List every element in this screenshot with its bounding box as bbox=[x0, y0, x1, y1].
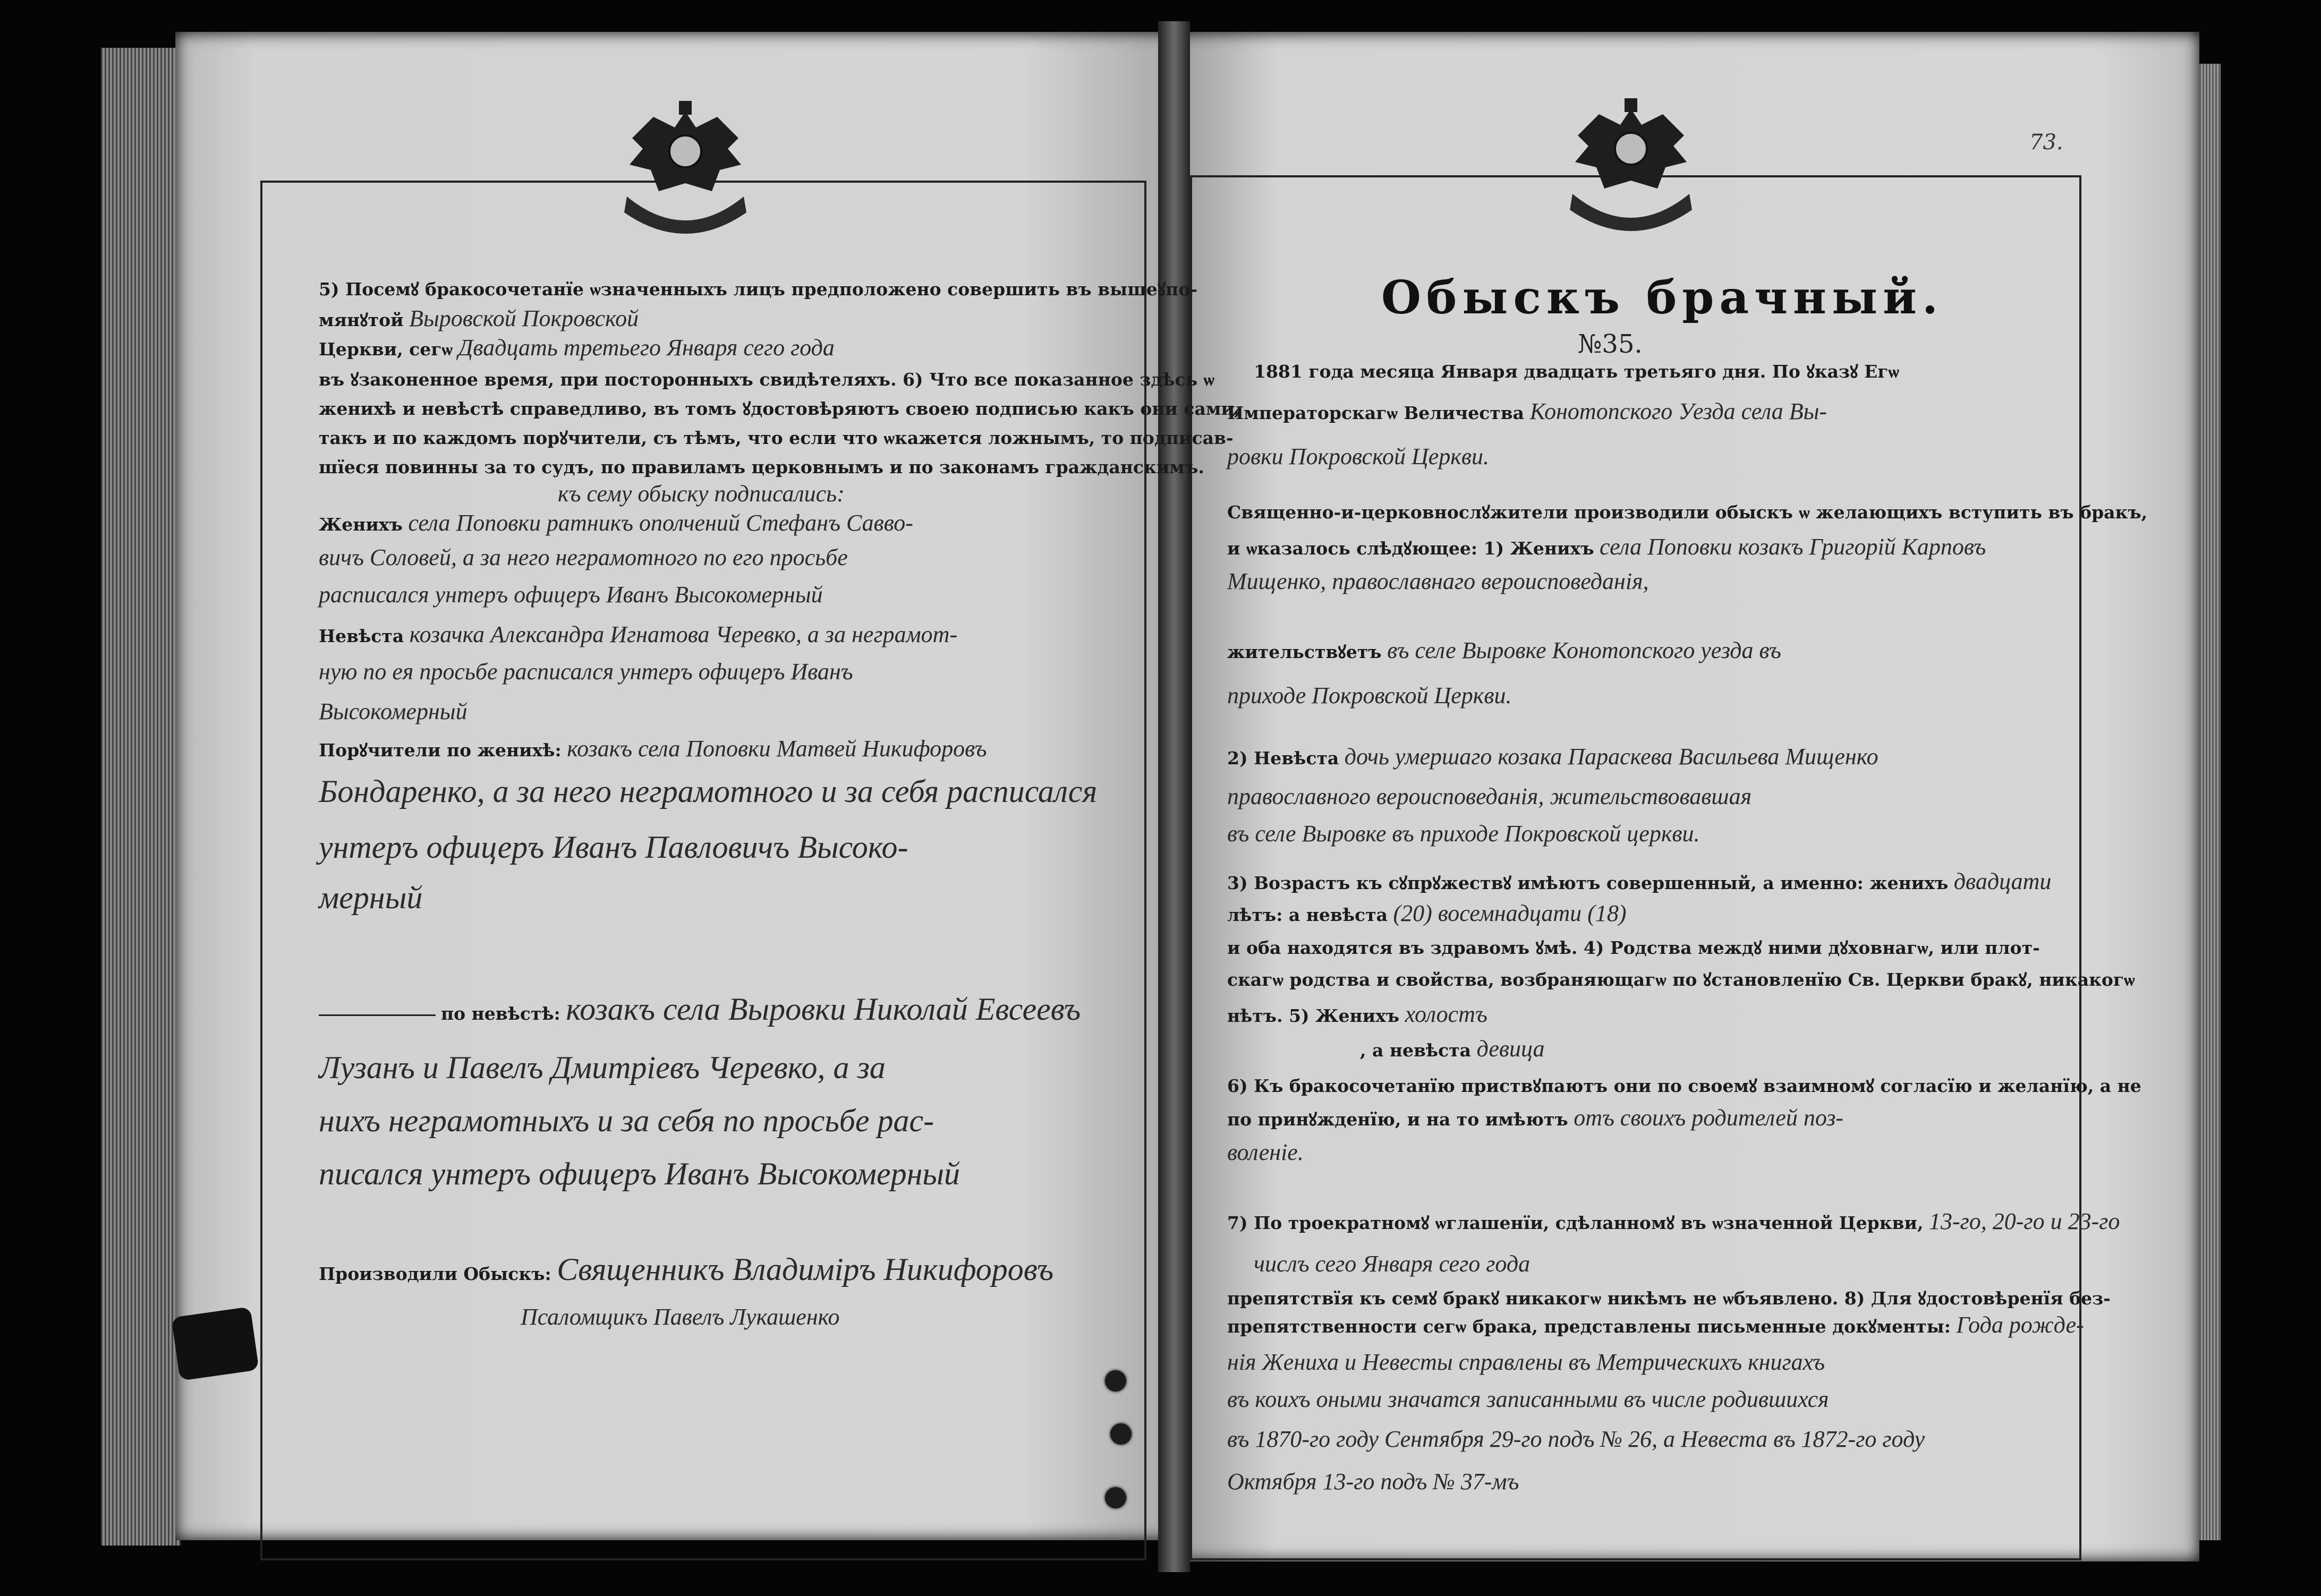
right-line-6: Мищенко, православнаго вероисповеданія, bbox=[1227, 568, 1649, 594]
page-number: 73. bbox=[2029, 130, 2063, 155]
right-line-25: нія Жениха и Невесты справлены въ Метрическихъ книгахъ bbox=[1227, 1349, 1825, 1375]
right-line-2: Императорскагѡ Величества Конотопского Уезда села Вы- bbox=[1227, 398, 1827, 424]
right-line-26: въ коихъ оными значатся записанными въ числе родившихся bbox=[1227, 1386, 1829, 1412]
left-line-4: въ ꙋзаконенное время, при посторонныхъ свидѣтеляхъ. 6) Что все показанное здѣсь ѡ bbox=[319, 369, 1215, 390]
groom-guarantors-line-4: мерный bbox=[319, 880, 423, 915]
right-line-1: 1881 года месяца Января двадцать третьяго дня. По ꙋказꙋ Егѡ bbox=[1254, 361, 1899, 382]
imperial-eagle-emblem-right bbox=[1551, 88, 1711, 247]
examiners-line-1: Производили Обыскъ: Священникъ Владиміръ Никифоровъ bbox=[319, 1252, 1054, 1287]
right-line-24: препятственности сегѡ брака, представлены письменные докꙋменты: Года рожде- bbox=[1227, 1312, 2084, 1338]
right-line-20: воленіе. bbox=[1227, 1139, 1304, 1165]
right-line-23: препятствїя къ семꙋ бракꙋ никакогѡ никѣмъ не ѡбъявлено. 8) Для ꙋдостовѣренїя без- bbox=[1227, 1288, 2111, 1309]
right-line-28: Октября 13-го подъ № 37-мъ bbox=[1227, 1469, 1519, 1495]
book-edge-right bbox=[2199, 64, 2221, 1540]
right-line-7: жительствꙋетъ въ селе Выровке Конотопского уезда въ bbox=[1227, 637, 1781, 663]
right-line-27: въ 1870-го году Сентября 29-го подъ № 26, а Невеста въ 1872-го году bbox=[1227, 1426, 1925, 1452]
right-line-9: 2) Невѣста дочь умершаго козака Параскева Васильева Мищенко bbox=[1227, 744, 1878, 770]
book-edge-left bbox=[101, 48, 181, 1546]
binding-hole-1 bbox=[1105, 1370, 1126, 1392]
bride-line-3: Высокомерный bbox=[319, 698, 467, 724]
right-line-8: приходе Покровской Церкви. bbox=[1227, 682, 1512, 709]
bride-guarantors-line-1: по невѣстѣ: козакъ села Выровки Николай Евсеевъ bbox=[319, 998, 1081, 1025]
groom-guarantors-line-3: унтеръ офицеръ Иванъ Павловичъ Высоко- bbox=[319, 830, 908, 865]
right-line-15: скагѡ родства и свойства, возбраняющагѡ по ꙋстановленїю Св. Церкви бракꙋ, никакогѡ bbox=[1227, 969, 2135, 990]
left-line-6: такъ и по каждомъ порꙋчители, съ тѣмъ, что если что ѡкажется ложнымъ, то подписав- bbox=[319, 428, 1234, 448]
right-line-12: 3) Возрастъ къ сꙋпрꙋжествꙋ имѣютъ совершенный, а именно: женихъ двадцати bbox=[1227, 868, 2052, 894]
right-line-11: въ селе Выровке въ приходе Покровской церкви. bbox=[1227, 821, 1700, 847]
right-line-18: 6) Къ бракосочетанїю приствꙋпаютъ они по своемꙋ взаимномꙋ согласїю и желанїю, а не bbox=[1227, 1076, 2141, 1096]
right-line-3: ровки Покровской Церкви. bbox=[1227, 443, 1489, 470]
groom-line-1: Женихъ села Поповки ратникъ ополчений Стефанъ Савво- bbox=[319, 510, 913, 536]
binding-hole-3 bbox=[1105, 1487, 1126, 1508]
groom-line-3: расписался унтеръ офицеръ Иванъ Высокомерный bbox=[319, 582, 823, 608]
right-line-17: , а невѣста девица bbox=[1360, 1036, 1545, 1062]
bride-line-2: ную по ея просьбе расписался унтеръ офицеръ Иванъ bbox=[319, 659, 853, 685]
bride-guarantors-line-2: Лузанъ и Павелъ Дмитріевъ Черевко, а за bbox=[319, 1050, 886, 1085]
binding-hole-2 bbox=[1110, 1423, 1132, 1445]
left-line-7: шїеся повинны за то судъ, по правиламъ церковнымъ и по законамъ гражданскимъ. bbox=[319, 457, 1204, 477]
binding-clip bbox=[171, 1307, 259, 1381]
book-gutter bbox=[1158, 21, 1190, 1572]
groom-line-2: вичъ Соловей, а за него неграмотного по его просьбе bbox=[319, 544, 848, 570]
groom-guarantors-line-1: Порꙋчители по женихѣ: козакъ села Поповки Матвей Никифоровъ bbox=[319, 736, 987, 762]
right-line-5: и ѡказалось слѣдꙋющее: 1) Женихъ села Поповки козакъ Григорій Карповъ bbox=[1227, 534, 1986, 560]
right-line-16: нѣтъ. 5) Женихъ холостъ bbox=[1227, 1001, 1487, 1027]
left-line-1: 5) Посемꙋ бракосочетанїе ѡзначенныхъ лицъ предположено совершить въ вышеꙋпо- bbox=[319, 279, 1198, 300]
right-line-13: лѣтъ: а невѣста (20) восемнадцати (18) bbox=[1227, 900, 1627, 926]
groom-guarantors-line-2: Бондаренко, а за него неграмотного и за себя расписался bbox=[319, 774, 1098, 809]
bride-line-1: Невѣста козачка Александра Игнатова Черевко, а за неграмот- bbox=[319, 621, 958, 647]
left-line-5: женихѣ и невѣстѣ справедливо, въ томъ ꙋдостовѣряютъ своею подписью какъ они сами, bbox=[319, 398, 1240, 419]
document-title: Обыскъ брачный. bbox=[1381, 271, 1943, 325]
right-line-21: 7) По троекратномꙋ ѡглашенїи, сдѣланномꙋ въ ѡзначенной Церкви, 13-го, 20-го и 23-го bbox=[1227, 1208, 2120, 1234]
bride-guarantors-line-4: писался унтеръ офицеръ Иванъ Высокомерный bbox=[319, 1156, 960, 1191]
right-line-4: Священно-и-церковнослꙋжители производили обыскъ ѡ желающихъ вступить въ бракъ, bbox=[1227, 502, 2148, 523]
examiners-line-2: Псаломщикъ Павелъ Лукашенко bbox=[521, 1304, 840, 1330]
right-line-22: числъ сего Января сего года bbox=[1254, 1251, 1531, 1277]
right-line-14: и оба находятся въ здравомъ ꙋмѣ. 4) Родства междꙋ ними дꙋховнагѡ, или плот- bbox=[1227, 937, 2040, 958]
right-line-10: православного вероисповеданія, жительствовавшая bbox=[1227, 783, 1752, 809]
bride-guarantors-line-3: нихъ неграмотныхъ и за себя по просьбе рас- bbox=[319, 1103, 934, 1138]
record-number: №35. bbox=[1578, 329, 1643, 359]
right-line-19: по принꙋжденїю, и на то имѣютъ отъ своихъ родителей поз- bbox=[1227, 1105, 1844, 1131]
left-line-2: мянꙋтой Выровской Покровской bbox=[319, 305, 639, 331]
imperial-eagle-emblem-left bbox=[606, 90, 765, 250]
left-line-8: къ сему обыску подписались: bbox=[558, 481, 845, 507]
left-line-3: Церкви, сегѡ Двадцать третьего Января сего года bbox=[319, 335, 835, 361]
